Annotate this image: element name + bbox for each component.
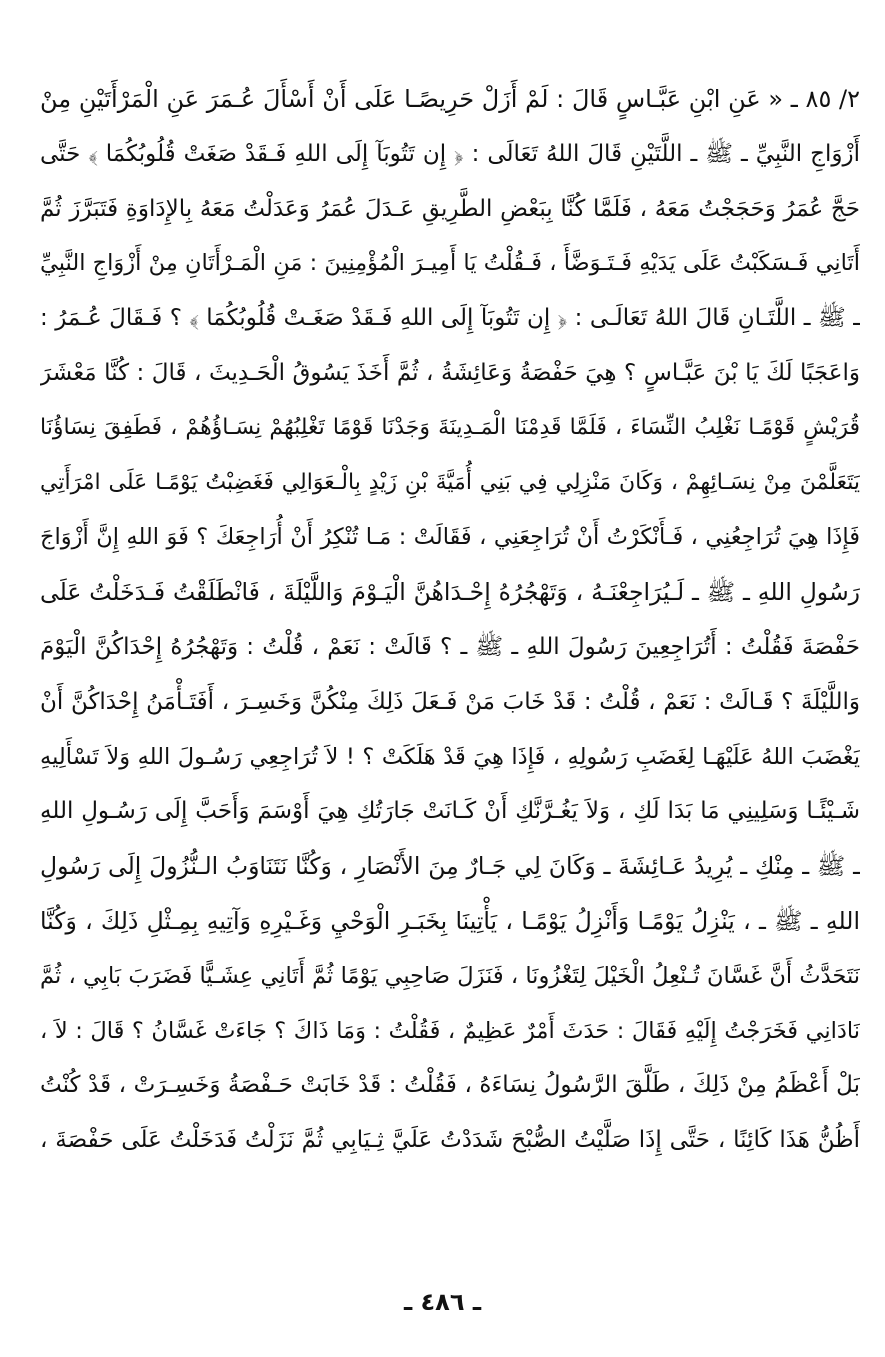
text-line-16: اللهِ ـ ﷺ ـ ، يَنْزِلُ يَوْمًـا وَأَنْزِلُ يَوْمًـا ، يَأْتِينَا بِخَبَـرِ الْوَحْيِ وَغَـيْرِهِ وَآتِيهِ بِمِـثْلِ ذَلِكَ ، وَكُنَّا [40, 906, 860, 935]
text-line-19: بَلْ أَعْظَمُ مِنْ ذَلِكَ ، طَلَّقَ الرَّسُولُ نِسَاءَهُ ، فَقُلْتُ : قَدْ خَابَتْ حَـفْصَةُ وَخَسِـرَتْ ، قَدْ كُنْتُ [40, 1072, 860, 1099]
text-line-15: ـ ﷺ ـ مِنْكِ ـ يُرِيدُ عَـائِشَةَ ـ وَكَانَ لِي جَـارٌ مِنَ الأَنْصَارِ ، وَكُنَّا نَتَنَاوَبُ الـنُّزُولَ إِلَى رَسُولِ [40, 852, 860, 881]
text-line-12: وَاللَّيْلَةَ ؟ قَـالَتْ : نَعَمْ ، قُلْتُ : قَدْ خَابَ مَنْ فَـعَلَ ذَلِكَ مِنْكُنَّ وَخَسِـرَ ، أَفَتَـأْمَنُ إِحْدَاكُنَّ أَنْ [40, 688, 860, 715]
text-line-11: حَفْصَةَ فَقُلْتُ : أَتُرَاجِعِينَ رَسُولَ اللهِ ـ ﷺ ـ ؟ قَالَتْ : نَعَمْ ، قُلْتُ : وَتَهْجُرُهُ إِحْدَاكُنَّ الْيَوْمَ [40, 633, 860, 660]
text-line-1: ٢/ ٨٥ ـ « عَنِ ابْنِ عَبَّـاسٍ قَالَ : لَمْ أَزَلْ حَرِيصًـا عَلَى أَنْ أَسْأَلَ عُـمَرَ عَنِ الْمَرْأَتَيْنِ مِنْ [40, 85, 860, 113]
text-line-2: أَزْوَاجِ النَّبِيِّ ـ ﷺ ـ اللَّتَيْنِ قَالَ اللهُ تَعَالَى : ﴿ إِن تَتُوبَآ إِلَى اللهِ فَـقَدْ صَغَتْ قُلُوبُكُمَا ﴾ حَتَّى [40, 140, 860, 167]
text-line-13: يَغْضَبَ اللهُ عَلَيْهَـا لِغَضَبِ رَسُولِهِ ، فَإِذَا هِيَ قَدْ هَلَكَتْ ؟ ! لاَ تُرَاجِعِي رَسُـولَ اللهِ وَلاَ تَسْأَلِيهِ [40, 743, 860, 770]
text-line-17: نَتَحَدَّثُ أَنَّ غَسَّانَ تُـنْعِلُ الْخَيْلَ لِتَغْزُونَا ، فَنَزَلَ صَاحِبِي يَوْمًا ثُمَّ أَتَانِي عِشَـيًّا فَضَرَبَ بَابِي ، ثُمَّ [40, 962, 860, 989]
text-line-9: فَإِذَا هِيَ تُرَاجِعُنِي ، فَـأَنْكَرْتُ أَنْ تُرَاجِعَنِي ، فَقَالَتْ : مَـا تُنْكِرُ أَنْ أُرَاجِعَكَ ؟ فَوَ اللهِ إِنَّ أَزْوَاجَ [40, 524, 860, 551]
text-line-10: رَسُولِ اللهِ ـ ﷺ ـ لَـيُرَاجِعْنَـهُ ، وَتَهْجُرُهُ إِحْـدَاهُنَّ الْيَـوْمَ وَاللَّيْلَةَ ، فَانْطَلَقْتُ فَـدَخَلْتُ عَلَى [40, 578, 860, 607]
text-line-8: يَتَعَلَّمْنَ مِنْ نِسَـائِهِمْ ، وَكَانَ مَنْزِلِي فِي بَنِي أُمَيَّةَ بْنِ زَيْدٍ بِالْـعَوَالِي فَغَضِبْتُ يَوْمًـا عَلَى امْرَأَتِي [40, 469, 860, 495]
text-line-7: قُرَيْشٍ قَوْمًـا نَغْلِبُ النِّسَاءَ ، فَلَمَّا قَدِمْنَا الْمَـدِينَةَ وَجَدْنَا قَوْمًا تَغْلِبُهُمْ نِسَـاؤُهُمْ ، فَطَفِقَ نِسَاؤُنَا [40, 414, 860, 440]
hadith-text-block [40, 72, 860, 1168]
text-line-4: أَتَانِي فَـسَكَبْتُ عَلَى يَدَيْهِ فَـتَـوَضَّأَ ، فَـقُلْتُ يَا أَمِيـرَ الْمُؤْمِنِينَ : مَنِ الْمَـرْأَتَانِ مِنْ أَزْوَاجِ النَّبِيِّ [40, 250, 860, 277]
text-line-6: وَاعَجَبًا لَكَ يَا بْنَ عَبَّـاسٍ ؟ هِيَ حَفْصَةُ وَعَائِشَةُ ، ثُمَّ أَخَذَ يَسُوقُ الْحَـدِيثَ ، قَالَ : كُنَّا مَعْشَرَ [40, 359, 860, 386]
text-line-20: أَظُنُّ هَذَا كَائِنًا ، حَتَّى إِذَا صَلَّيْتُ الصُّبْحَ شَدَدْتُ عَلَيَّ ثِـيَابِي ثُمَّ نَزَلْتُ فَدَخَلْتُ عَلَى حَفْصَةَ ، [40, 1127, 860, 1154]
text-line-5: ـ ﷺ ـ اللَّتَـانِ قَالَ اللهُ تَعَالَـى : ﴿ إِن تَتُوبَآ إِلَى اللهِ فَـقَدْ صَغَـتْ قُلُوبُكُمَا ﴾ ؟ فَـقَالَ عُـمَرُ : [40, 305, 860, 332]
text-line-18: نَادَانِي فَخَرَجْتُ إِلَيْهِ فَقَالَ : حَدَثَ أَمْرٌ عَظِيمٌ ، فَقُلْتُ : وَمَا ذَاكَ ؟ جَاءَتْ غَسَّانُ ؟ قَالَ : لاَ ، [40, 1017, 860, 1044]
page-number: ـ ٤٨٦ ـ [403, 1288, 482, 1316]
text-line-14: شَـيْئًـا وَسَلِينِي مَا بَدَا لَكِ ، وَلاَ يَغُـرَّنَّكِ أَنْ كَـانَتْ جَارَتُكِ هِيَ أَوْسَمَ وَأَحَبَّ إِلَى رَسُـولِ اللهِ [40, 798, 860, 825]
text-line-3: حَجَّ عُمَرُ وَحَجَجْتُ مَعَهُ ، فَلَمَّا كُنَّا بِبَعْضِ الطَّرِيقِ عَـدَلَ عُمَرُ وَعَدَلْتُ مَعَهُ بِالإِدَاوَةِ فَتَبَرَّزَ ثُمَّ [40, 195, 860, 222]
